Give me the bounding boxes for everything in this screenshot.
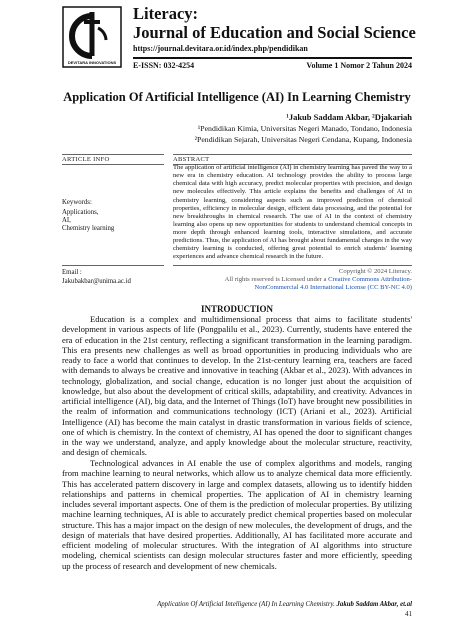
journal-title: Literacy: bbox=[133, 4, 199, 23]
email-label: Email : bbox=[62, 269, 82, 276]
license-link-part1[interactable]: Creative Commons Attribution- bbox=[328, 276, 412, 283]
article-info-header: ARTICLE INFO bbox=[62, 154, 164, 165]
keyword: Chemistry learning bbox=[62, 225, 115, 232]
authors: ¹Jakub Saddam Akbar, ²Djakariah bbox=[286, 112, 412, 122]
rights-statement bbox=[225, 276, 412, 283]
keywords-label: Keywords: bbox=[62, 199, 92, 206]
journal-logo bbox=[62, 6, 122, 68]
page-number: 41 bbox=[405, 610, 412, 618]
rights-prefix: All rights reserved is Licensed under a bbox=[224, 276, 329, 283]
volume-info: Volume 1 Nomor 2 Tahun 2024 bbox=[306, 61, 412, 70]
body-paragraph: Education is a complex and multidimensional process that aims to facilitate students' development in various aspects of life (Pongpalilu et al., 2023). Currently, students have entered the era of education in the 21st century, reflecting a significant transformation in the learning paradigm. This era presents new challenges as well as broad opportunities in producing individuals who are ready to face a world that continues to develop. In the 21st-century learning era, teachers are faced with demands to always be creative and innovative in teaching (Akbar et al., 2023). With advances in technology, globalization, and social change, education is no longer just about the acquisition of knowledge, but also about the development of critical skills, adaptability, and creativity. Advances in artificial intelligence (AI), big data, and the Internet of Things (IoT) have brought new possibilities in the realm of information and communications technology (ICT) (Ariani et al., 2023). Artificial Intelligence (AI) has become the main catalyst in drastic transformation in various fields of science, one of which is chemistry. In the context of chemistry, AI has opened the door to significant changes in the way we understand, analyze, and apply knowledge about the molecular structure, reactivity, and design of chemicals. bbox=[62, 314, 412, 458]
affiliation-1: ¹Pendidikan Kimia, Universitas Negeri Manado, Tondano, Indonesia bbox=[197, 124, 412, 133]
article-title: Application Of Artificial Intelligence (AI) In Learning Chemistry bbox=[63, 90, 411, 104]
running-authors: Jakub Saddam Akbar, et.al bbox=[336, 601, 412, 608]
divider bbox=[62, 265, 164, 266]
issn: E-ISSN: 032-4254 bbox=[133, 61, 195, 70]
email[interactable]: Jakubakbar@unima.ac.id bbox=[62, 278, 131, 285]
abstract-text: The application of artificial intelligence (AI) in chemistry learning has paved the way to a new era in chemistry education. AI technology provides the ability to process large chemical data with high accuracy, predict molecular properties with precision, and design new molecules effectively. This article explains the benefits and challenges of AI in chemistry learning, considering aspects such as improved prediction of chemical properties, efficiency in molecular design, efficient data processing, and the potential for new breakthroughs in chemical research. The use of AI in the context of chemistry learning also opens up new opportunities for students to understand chemical concepts in more depth through enhanced learning tools, interactive simulations, and accurate predictions. Thus, the application of AI has brought about fundamental changes in the way chemistry learning is conducted, offering great potential to enrich students' learning experiences and advance chemical research in the future. bbox=[173, 164, 412, 261]
abstract-header: ABSTRACT bbox=[173, 154, 412, 165]
license-link-part2[interactable]: NonCommercial 4.0 International License (CC BY-NC 4.0) bbox=[254, 284, 412, 291]
keyword: Applications, bbox=[62, 209, 99, 216]
divider bbox=[173, 265, 412, 266]
body-paragraph: Technological advances in AI enable the use of complex algorithms and models, ranging from machine learning to neural networks, which allow us to analyze chemical data more efficiently. This has accelerated pattern discovery in large and complex datasets, allowing us to identify hidden relationships and patterns in chemical properties. The application of AI in chemistry learning includes several important aspects. One of them is the prediction of molecular properties. By utilizing machine learning techniques, AI is able to accurately predict chemical properties based on molecular structure. This has a major impact on the design of new molecules, the development of drugs, and the design of materials that have desired properties. Additionally, AI has facilitated more accurate and efficient modeling of molecular structures. With the integration of AI algorithms into structure modeling, chemical scientists can design molecular structures faster and more efficiently, speeding up the process of research and development of new chemicals. bbox=[62, 458, 412, 571]
keyword: AI, bbox=[62, 217, 71, 224]
header-rule bbox=[133, 57, 412, 59]
running-title: Application Of Artificial Intelligence (AI) In Learning Chemistry. bbox=[157, 601, 335, 608]
copyright: Copyright © 2024 Literacy. bbox=[338, 268, 412, 275]
affiliation-2: ²Pendidikan Sejarah, Universitas Negeri Cendana, Kupang, Indonesia bbox=[194, 135, 412, 144]
running-footer bbox=[157, 601, 412, 608]
logo-text: DEVITARA INNOVATIONS bbox=[67, 60, 117, 65]
journal-subtitle: Journal of Education and Social Science bbox=[133, 23, 416, 42]
section-heading-introduction: INTRODUCTION bbox=[200, 304, 273, 314]
journal-url[interactable]: https://journal.devitara.or.id/index.php/pendidikan bbox=[133, 44, 308, 53]
